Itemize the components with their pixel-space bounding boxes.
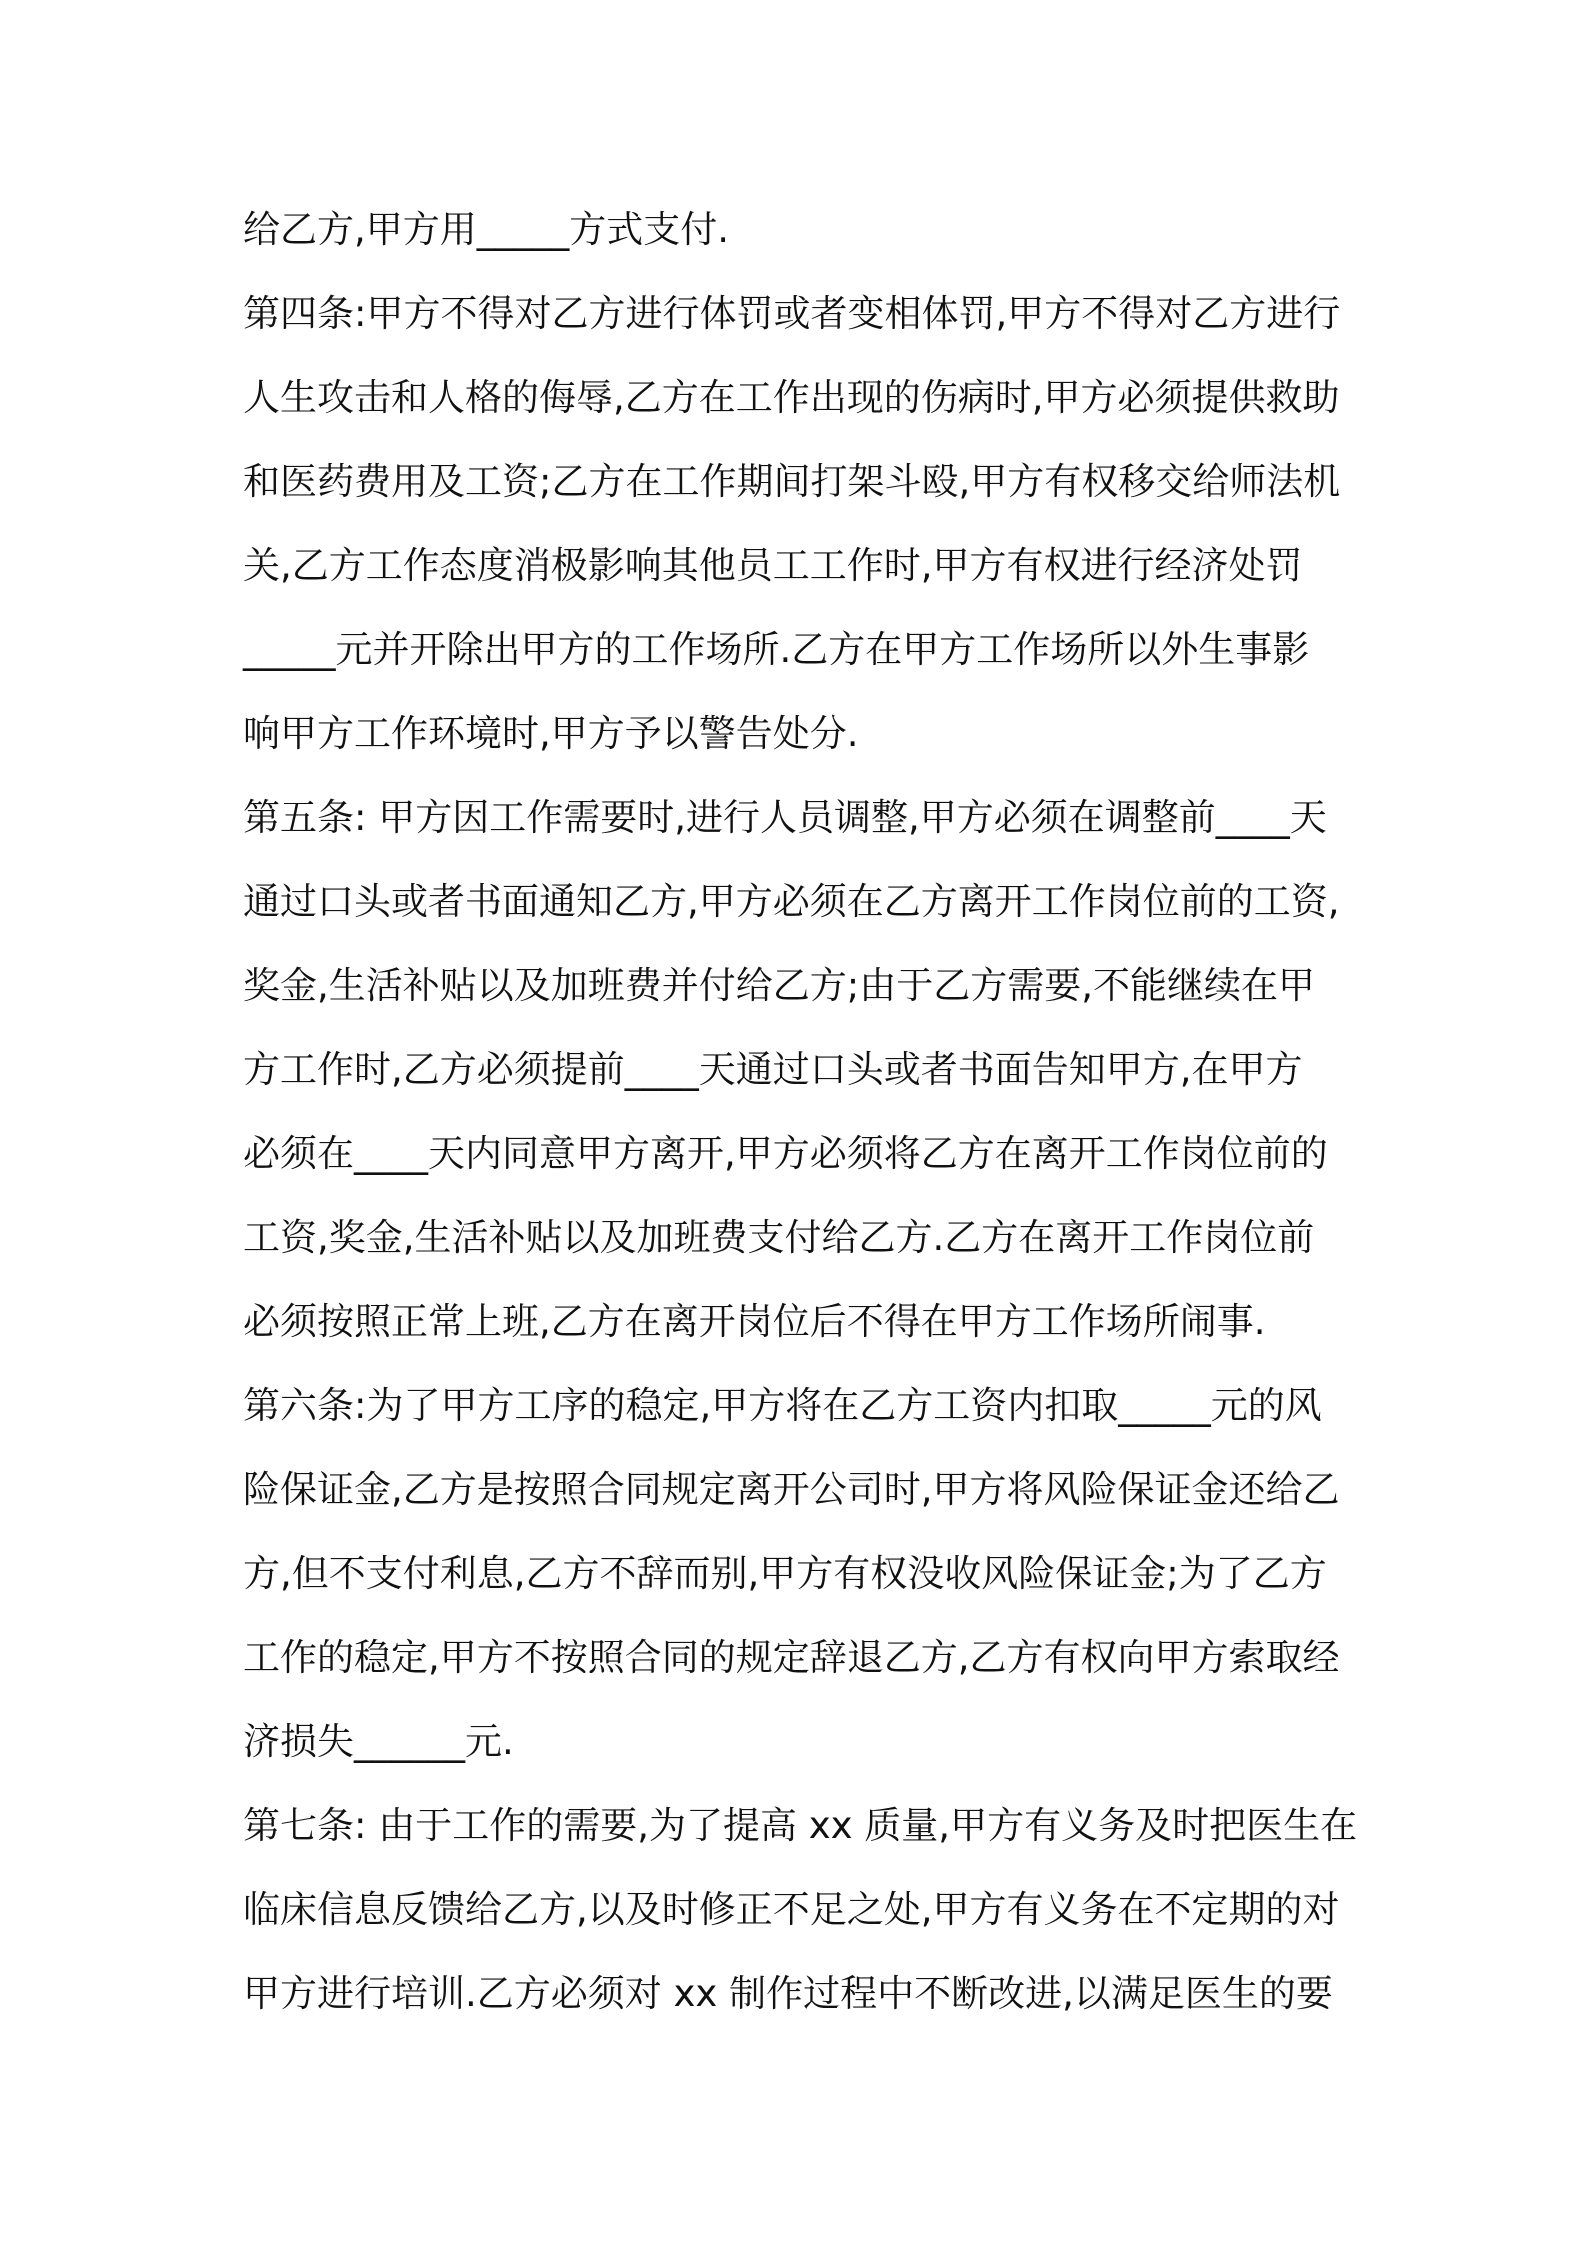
- text-line: 人生攻击和人格的侮辱,乙方在工作出现的伤病时,甲方必须提供救助: [243, 376, 1340, 419]
- text-line: 第六条:为了甲方工序的稳定,甲方将在乙方工资内扣取_____元的风: [243, 1384, 1322, 1427]
- text-line: 给乙方,甲方用_____方式支付.: [243, 208, 730, 251]
- text-line: 必须按照正常上班,乙方在离开岗位后不得在甲方工作场所闹事.: [243, 1300, 1266, 1343]
- contract-text: [243, 188, 1358, 2036]
- text-line: 济损失______元.: [243, 1720, 514, 1763]
- text-line: 临床信息反馈给乙方,以及时修正不足之处,甲方有义务在不定期的对: [243, 1888, 1340, 1931]
- text-line: _____元并开除出甲方的工作场所.乙方在甲方工作场所以外生事影: [243, 628, 1310, 671]
- text-line: 第七条: 由于工作的需要,为了提高 xx 质量,甲方有义务及时把医生在: [243, 1804, 1358, 1847]
- text-line: 和医药费用及工资;乙方在工作期间打架斗殴,甲方有权移交给师法机: [243, 460, 1341, 503]
- text-line: 响甲方工作环境时,甲方予以警告处分.: [243, 712, 859, 755]
- text-line: 险保证金,乙方是按照合同规定离开公司时,甲方将风险保证金还给乙: [243, 1468, 1340, 1511]
- text-line: 甲方进行培训.乙方必须对 xx 制作过程中不断改进,以满足医生的要: [243, 1972, 1333, 2015]
- text-line: 必须在____天内同意甲方离开,甲方必须将乙方在离开工作岗位前的: [243, 1132, 1328, 1175]
- text-line: 关,乙方工作态度消极影响其他员工工作时,甲方有权进行经济处罚: [243, 544, 1303, 587]
- text-line: 方,但不支付利息,乙方不辞而别,甲方有权没收风险保证金;为了乙方: [243, 1552, 1327, 1595]
- text-line: 通过口头或者书面通知乙方,甲方必须在乙方离开工作岗位前的工资,: [243, 880, 1340, 923]
- text-line: 工作的稳定,甲方不按照合同的规定辞退乙方,乙方有权向甲方索取经: [243, 1636, 1340, 1679]
- text-line: 方工作时,乙方必须提前____天通过口头或者书面告知甲方,在甲方: [243, 1048, 1303, 1091]
- text-line: 奖金,生活补贴以及加班费并付给乙方;由于乙方需要,不能继续在甲: [243, 964, 1315, 1007]
- text-line: 工资,奖金,生活补贴以及加班费支付给乙方.乙方在离开工作岗位前: [243, 1216, 1315, 1259]
- text-line: 第四条:甲方不得对乙方进行体罚或者变相体罚,甲方不得对乙方进行: [243, 292, 1341, 335]
- text-line: 第五条: 甲方因工作需要时,进行人员调整,甲方必须在调整前____天: [243, 796, 1327, 839]
